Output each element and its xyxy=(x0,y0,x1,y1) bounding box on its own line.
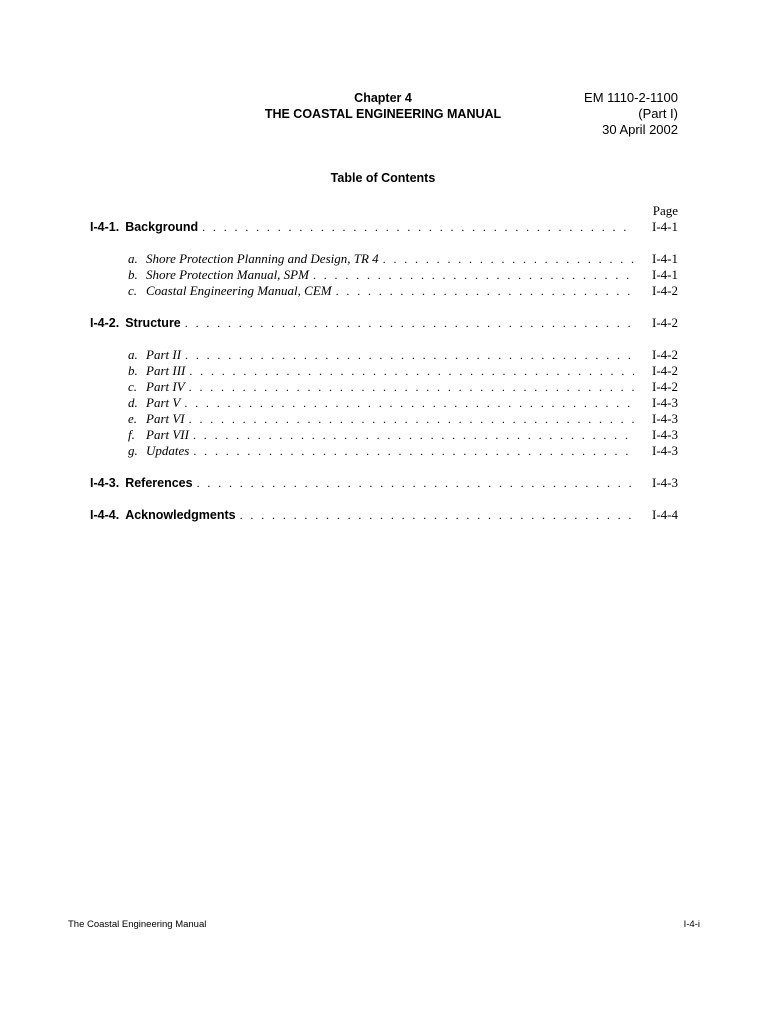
section-number: I-4-2. xyxy=(90,316,120,330)
section-page: I-4-1 xyxy=(652,219,678,234)
document-date: 30 April 2002 xyxy=(602,122,678,137)
section-title: Acknowledgments xyxy=(125,508,236,522)
dot-leader xyxy=(240,507,634,523)
section-number: I-4-4. xyxy=(90,508,120,522)
dot-leader xyxy=(185,347,634,363)
item-letter: b. xyxy=(128,363,138,378)
toc-item[interactable] xyxy=(128,347,678,363)
item-title: Part V xyxy=(146,395,181,410)
dot-leader xyxy=(189,363,634,379)
page-column-label: Page xyxy=(652,203,678,218)
section-title: Structure xyxy=(125,316,181,330)
item-title: Shore Protection Manual, SPM xyxy=(146,267,309,282)
section-number: I-4-1. xyxy=(90,220,120,234)
dot-leader xyxy=(383,251,634,267)
item-letter: d. xyxy=(128,395,138,410)
toc-item[interactable] xyxy=(128,443,678,459)
item-letter: a. xyxy=(128,251,138,266)
item-page: I-4-2 xyxy=(652,347,678,362)
item-page: I-4-1 xyxy=(652,267,678,282)
section-page: I-4-4 xyxy=(652,507,678,522)
footer-page-number: I-4-i xyxy=(683,919,700,930)
item-title: Part III xyxy=(146,363,186,378)
item-letter: c. xyxy=(128,283,138,298)
document-info xyxy=(520,90,678,138)
dot-leader xyxy=(189,379,634,395)
chapter-header xyxy=(230,90,536,122)
dot-leader xyxy=(336,283,634,299)
footer-title: The Coastal Engineering Manual xyxy=(68,919,207,930)
item-page: I-4-3 xyxy=(652,411,678,426)
item-letter: f. xyxy=(128,427,135,442)
toc-title: Table of Contents xyxy=(330,171,436,185)
toc-section-acknowledgments[interactable] xyxy=(90,507,678,523)
section-number: I-4-3. xyxy=(90,476,120,490)
dot-leader xyxy=(185,315,634,331)
item-page: I-4-3 xyxy=(652,427,678,442)
section-title: References xyxy=(125,476,193,490)
toc-item[interactable] xyxy=(128,395,678,411)
toc-section-references[interactable] xyxy=(90,475,678,491)
dot-leader xyxy=(184,395,634,411)
item-page: I-4-2 xyxy=(652,363,678,378)
dot-leader xyxy=(193,427,634,443)
section-page: I-4-2 xyxy=(652,315,678,330)
section-page: I-4-3 xyxy=(652,475,678,490)
item-title: Part IV xyxy=(146,379,185,394)
toc-item[interactable] xyxy=(128,411,678,427)
item-title: Part VI xyxy=(146,411,185,426)
item-title: Part VII xyxy=(146,427,189,442)
dot-leader xyxy=(202,219,634,235)
toc-item[interactable] xyxy=(128,267,678,283)
item-letter: b. xyxy=(128,267,138,282)
toc-item[interactable] xyxy=(128,251,678,267)
dot-leader xyxy=(197,475,634,491)
item-title: Shore Protection Planning and Design, TR 4 xyxy=(146,251,379,266)
item-page: I-4-3 xyxy=(652,395,678,410)
toc-item[interactable] xyxy=(128,283,678,299)
toc-item[interactable] xyxy=(128,363,678,379)
chapter-label: Chapter 4 xyxy=(354,91,412,105)
item-title: Updates xyxy=(146,443,190,458)
toc-item[interactable] xyxy=(128,427,678,443)
dot-leader xyxy=(313,267,634,283)
item-letter: a. xyxy=(128,347,138,362)
item-letter: c. xyxy=(128,379,138,394)
document-number: EM 1110-2-1100 xyxy=(584,90,678,105)
item-title: Part II xyxy=(146,347,182,362)
item-page: I-4-2 xyxy=(652,379,678,394)
toc-item[interactable] xyxy=(128,379,678,395)
section-title: Background xyxy=(125,220,199,234)
item-letter: g. xyxy=(128,443,138,458)
item-page: I-4-3 xyxy=(652,443,678,458)
item-page: I-4-2 xyxy=(652,283,678,298)
document-part: (Part I) xyxy=(638,106,678,121)
dot-leader xyxy=(193,443,634,459)
toc-section-structure[interactable] xyxy=(90,315,678,331)
item-letter: e. xyxy=(128,411,138,426)
toc-section-background[interactable] xyxy=(90,219,678,235)
dot-leader xyxy=(189,411,634,427)
item-page: I-4-1 xyxy=(652,251,678,266)
item-title: Coastal Engineering Manual, CEM xyxy=(146,283,332,298)
chapter-title: THE COASTAL ENGINEERING MANUAL xyxy=(264,107,502,121)
